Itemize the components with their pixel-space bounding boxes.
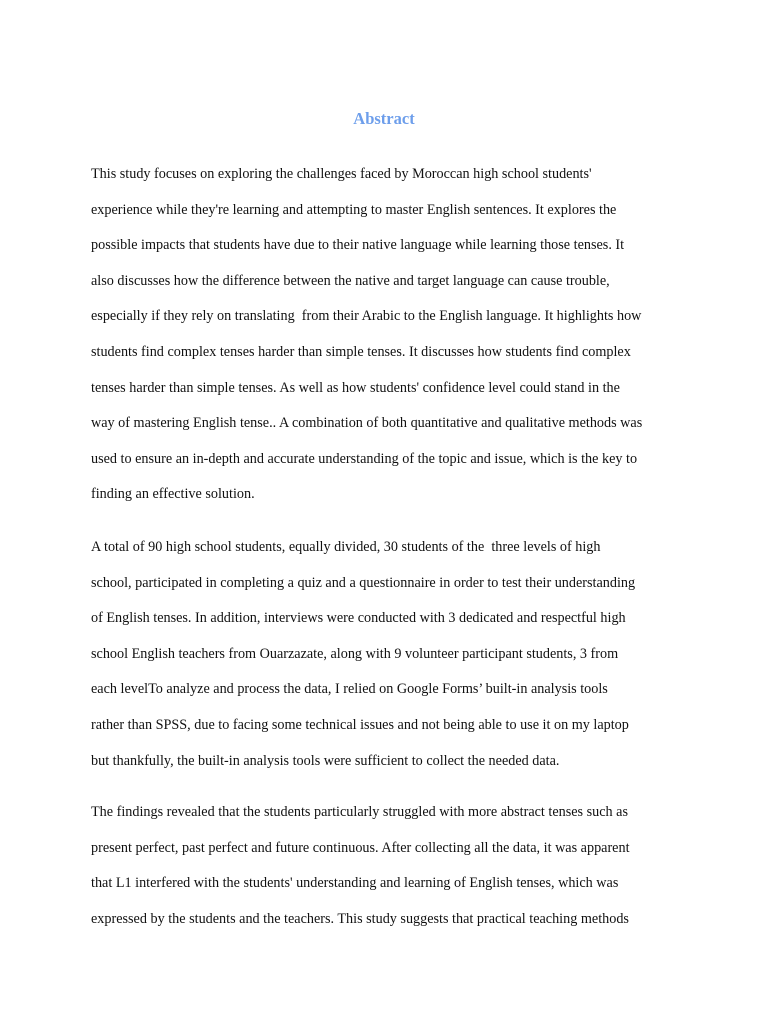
paragraph-line: A total of 90 high school students, equally divided, 30 students of the three levels of high (91, 539, 601, 555)
paragraph-line: This study focuses on exploring the challenges faced by Moroccan high school students' (91, 166, 592, 182)
paragraph-line: also discusses how the difference between the native and target language can cause trouble, (91, 272, 610, 289)
paragraph-line: students find complex tenses harder than simple tenses. It discusses how students find complex (91, 343, 631, 360)
paragraph-line: but thankfully, the built-in analysis tools were sufficient to collect the needed data. (91, 752, 560, 769)
paragraph-line: especially if they rely on translating from their Arabic to the English language. It highlights how (91, 308, 642, 325)
paragraph-line: present perfect, past perfect and future continuous. After collecting all the data, it was apparent (91, 839, 630, 856)
paragraph-line: experience while they're learning and attempting to master English sentences. It explores the (91, 201, 617, 218)
paragraph-line: expressed by the students and the teachers. This study suggests that practical teaching methods (91, 910, 629, 927)
paragraph-line: used to ensure an in-depth and accurate understanding of the topic and issue, which is the key to (91, 450, 638, 467)
paragraph-line: tenses harder than simple tenses. As well as how students' confidence level could stand in the (91, 379, 620, 396)
paragraph-line: of English tenses. In addition, interviews were conducted with 3 dedicated and respectful high (91, 610, 626, 627)
paragraph-line: possible impacts that students have due to their native language while learning those tenses. It (91, 237, 625, 254)
abstract-heading: Abstract (353, 109, 415, 128)
paragraph-line: The findings revealed that the students particularly struggled with more abstract tenses such as (91, 804, 628, 820)
paragraph-line: way of mastering English tense.. A combination of both quantitative and qualitative methods was (91, 415, 643, 432)
paragraph-line: each levelTo analyze and process the data, I relied on Google Forms’ built-in analysis tools (91, 681, 608, 698)
abstract-paragraph-1 (91, 157, 681, 513)
paragraph-line: school, participated in completing a quiz and a questionnaire in order to test their understanding (91, 574, 636, 591)
paragraph-line: that L1 interfered with the students' understanding and learning of English tenses, which was (91, 875, 619, 892)
paragraph-line: rather than SPSS, due to facing some technical issues and not being able to use it on my laptop (91, 716, 629, 733)
paragraph-line: finding an effective solution. (91, 486, 255, 503)
abstract-paragraph-3 (91, 795, 681, 937)
paragraph-line: school English teachers from Ouarzazate, along with 9 volunteer participant students, 3 from (91, 645, 619, 662)
abstract-paragraph-2 (91, 530, 681, 779)
